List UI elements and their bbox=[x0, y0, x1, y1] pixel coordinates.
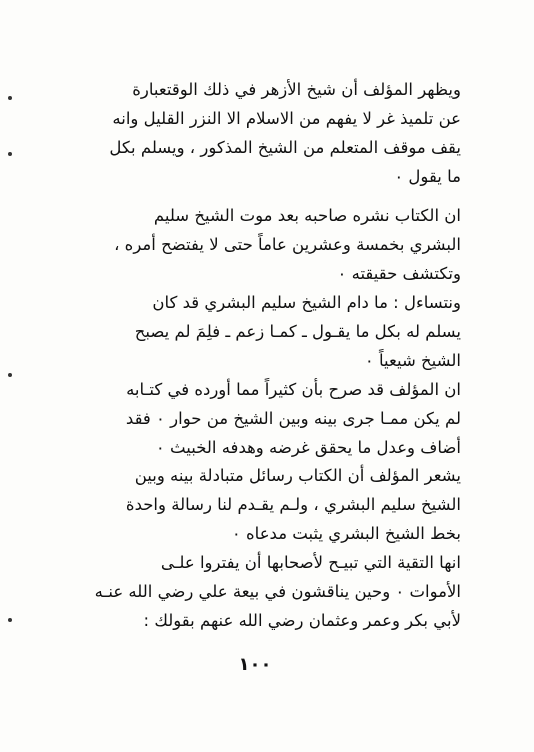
text-line: لم يكن ممـا جرى بينه وبين الشيخ من حوار ٠ فقد bbox=[125, 409, 461, 428]
text-line: يسلم له بكل ما يقـول ـ كمـا زعم ـ فلِمَ لم يصبح bbox=[134, 322, 461, 341]
text-line: وتكتشف حقيقته ٠ bbox=[337, 264, 461, 283]
margin-mark bbox=[8, 152, 12, 156]
text-line: الشيخ شيعياً ٠ bbox=[364, 351, 461, 370]
margin-mark bbox=[8, 373, 12, 377]
page-number: ١٠٠ bbox=[238, 654, 272, 675]
text-line: يشعر المؤلف أن الكتاب رسائل متبادلة بينه وبين bbox=[134, 466, 461, 485]
text-line: بخط الشيخ البشري يثبت مدعاه ٠ bbox=[231, 524, 461, 543]
text-line: الشيخ سليم البشري ، ولـم يقـدم لنا رسالة واحدة bbox=[125, 495, 461, 514]
text-line: ونتساءل : ما دام الشيخ سليم البشري قد كان bbox=[152, 293, 461, 312]
text-line: ان الكتاب نشره صاحبه بعد موت الشيخ سليم bbox=[153, 206, 461, 225]
paragraph-4 bbox=[76, 375, 461, 462]
text-line: يقف موقف المتعلم من الشيخ المذكور ، ويسلم بكل bbox=[109, 138, 461, 157]
text-line: لأبي بكر وعمر وعثمان رضي الله عنهم بقولك : bbox=[143, 611, 461, 630]
text-line: ويظهر المؤلف أن شيخ الأزهر في ذلك الوقتعبارة bbox=[132, 80, 461, 99]
text-line: أضاف وعدل ما يحقق غرضه وهدفه الخبيث ٠ bbox=[155, 438, 461, 457]
text-line: انها التقية التي تبيـح لأصحابها أن يفتروا علـى bbox=[160, 553, 461, 572]
paragraph-1 bbox=[76, 75, 461, 191]
text-line: ان المؤلف قد صرح بأن كثيراً مما أورده في كتـابه bbox=[126, 380, 461, 399]
margin-mark bbox=[8, 618, 12, 622]
text-line: ما يقول ٠ bbox=[394, 167, 461, 186]
text-line: عن تلميذ غر لا يفهم من الاسلام الا النزر القليل وانه bbox=[112, 109, 461, 128]
margin-mark bbox=[8, 96, 12, 100]
paragraph-3 bbox=[76, 288, 461, 375]
text-line: البشري بخمسة وعشرين عاماً حتى لا يفتضح أمره ، bbox=[114, 235, 461, 254]
paragraph-6 bbox=[76, 548, 461, 635]
text-line: الأموات ٠ وحين يناقشون في بيعة علي رضي الله عنـه bbox=[94, 582, 461, 601]
paragraph-5 bbox=[76, 461, 461, 548]
paragraph-2 bbox=[76, 201, 461, 288]
